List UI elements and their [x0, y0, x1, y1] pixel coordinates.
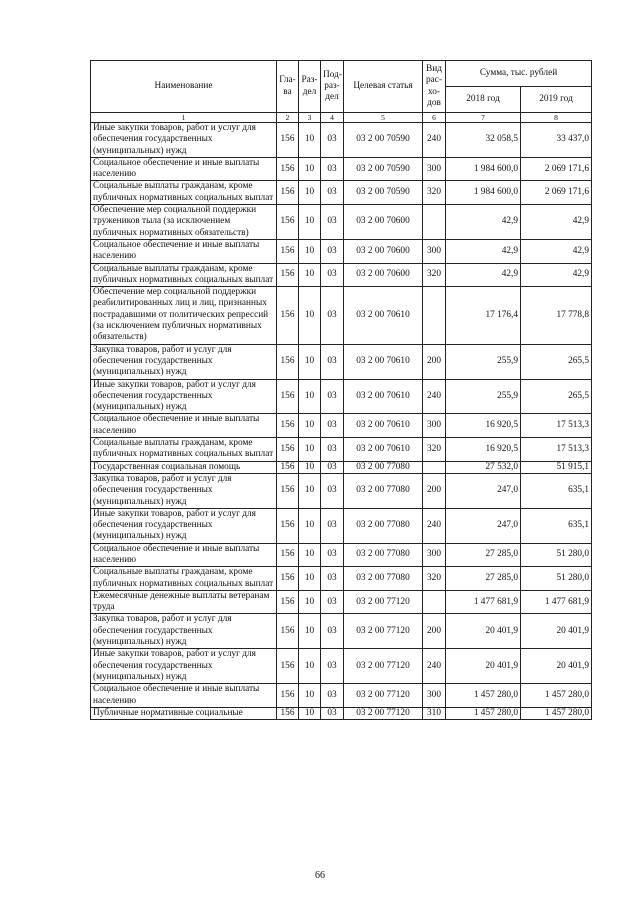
- cell-vid: 240: [423, 649, 446, 684]
- cell-y2019: 51 280,0: [521, 543, 592, 567]
- cell-name: Иные закупки товаров, работ и услуг для обеспечения государственных (муниципальных) нужд: [91, 379, 277, 414]
- cell-vid: [423, 205, 446, 240]
- cell-glava: 156: [277, 181, 299, 205]
- table-row: [91, 543, 592, 567]
- cell-target: 03 2 00 70590: [344, 181, 423, 205]
- cell-y2019: 1 457 280,0: [521, 684, 592, 708]
- cell-glava: 156: [277, 473, 299, 508]
- cell-y2018: 1 984 600,0: [446, 157, 521, 181]
- cell-y2019: 635,1: [521, 473, 592, 508]
- header-2018: 2018 год: [446, 87, 521, 113]
- cell-y2018: 42,9: [446, 205, 521, 240]
- cell-vid: 300: [423, 543, 446, 567]
- cell-glava: 156: [277, 263, 299, 287]
- cell-y2019: 20 401,9: [521, 614, 592, 649]
- table-row: [91, 379, 592, 414]
- cell-vid: 300: [423, 414, 446, 438]
- cell-razdel: 10: [299, 649, 321, 684]
- cell-y2019: 51 915,1: [521, 461, 592, 473]
- cell-target: 03 2 00 77120: [344, 649, 423, 684]
- cell-glava: 156: [277, 379, 299, 414]
- cell-target: 03 2 00 70610: [344, 287, 423, 344]
- table-row: [91, 707, 592, 719]
- cell-y2018: 42,9: [446, 263, 521, 287]
- cell-name: Иные закупки товаров, работ и услуг для обеспечения государственных (муниципальных) нужд: [91, 123, 277, 158]
- cell-y2018: 247,0: [446, 473, 521, 508]
- cell-vid: 320: [423, 567, 446, 591]
- cell-razdel: 10: [299, 263, 321, 287]
- cell-y2018: 1 477 681,9: [446, 590, 521, 614]
- cell-podrazdel: 03: [321, 344, 344, 379]
- cell-target: 03 2 00 77120: [344, 684, 423, 708]
- cell-podrazdel: 03: [321, 205, 344, 240]
- cell-name: Социальные выплаты гражданам, кроме публичных нормативных социальных выплат: [91, 181, 277, 205]
- header-vid: Вид рас-хо-дов: [423, 61, 446, 113]
- table-row: [91, 567, 592, 591]
- cell-glava: 156: [277, 205, 299, 240]
- cell-razdel: 10: [299, 123, 321, 158]
- cell-y2019: 2 069 171,6: [521, 157, 592, 181]
- cell-podrazdel: 03: [321, 590, 344, 614]
- header-razdel: Раз-дел: [299, 61, 321, 113]
- cell-vid: 320: [423, 438, 446, 462]
- budget-table: [90, 60, 592, 720]
- cell-glava: 156: [277, 123, 299, 158]
- cell-podrazdel: 03: [321, 614, 344, 649]
- cell-razdel: 10: [299, 205, 321, 240]
- cell-y2018: 20 401,9: [446, 614, 521, 649]
- cell-vid: 300: [423, 157, 446, 181]
- cell-razdel: 10: [299, 157, 321, 181]
- cell-podrazdel: 03: [321, 157, 344, 181]
- cell-target: 03 2 00 70610: [344, 414, 423, 438]
- column-number: 4: [321, 113, 344, 123]
- cell-podrazdel: 03: [321, 263, 344, 287]
- cell-target: 03 2 00 70600: [344, 239, 423, 263]
- cell-target: 03 2 00 77120: [344, 707, 423, 719]
- cell-name: Ежемесячные денежные выплаты ветеранам труда: [91, 590, 277, 614]
- cell-podrazdel: 03: [321, 508, 344, 543]
- cell-y2019: 635,1: [521, 508, 592, 543]
- cell-podrazdel: 03: [321, 543, 344, 567]
- cell-name: Социальное обеспечение и иные выплаты населению: [91, 543, 277, 567]
- cell-vid: 240: [423, 379, 446, 414]
- cell-name: Обеспечение мер социальной поддержки тружеников тыла (за исключением публичных нормативных обязательств): [91, 205, 277, 240]
- cell-vid: 240: [423, 508, 446, 543]
- table-row: [91, 590, 592, 614]
- cell-vid: 310: [423, 707, 446, 719]
- cell-target: 03 2 00 70610: [344, 379, 423, 414]
- header-podrazdel: Под-раз-дел: [321, 61, 344, 113]
- cell-glava: 156: [277, 567, 299, 591]
- cell-glava: 156: [277, 287, 299, 344]
- table-row: [91, 508, 592, 543]
- cell-y2018: 27 532,0: [446, 461, 521, 473]
- column-number: 6: [423, 113, 446, 123]
- cell-podrazdel: 03: [321, 414, 344, 438]
- table-row: [91, 473, 592, 508]
- cell-name: Закупка товаров, работ и услуг для обеспечения государственных (муниципальных) нужд: [91, 473, 277, 508]
- cell-glava: 156: [277, 438, 299, 462]
- cell-razdel: 10: [299, 181, 321, 205]
- table-row: [91, 614, 592, 649]
- cell-name: Социальное обеспечение и иные выплаты населению: [91, 414, 277, 438]
- cell-glava: 156: [277, 157, 299, 181]
- cell-y2018: 1 457 280,0: [446, 707, 521, 719]
- cell-y2019: 20 401,9: [521, 649, 592, 684]
- cell-vid: 300: [423, 684, 446, 708]
- cell-razdel: 10: [299, 684, 321, 708]
- column-number: 8: [521, 113, 592, 123]
- cell-name: Социальные выплаты гражданам, кроме публичных нормативных социальных выплат: [91, 263, 277, 287]
- cell-name: Иные закупки товаров, работ и услуг для обеспечения государственных (муниципальных) нужд: [91, 508, 277, 543]
- cell-razdel: 10: [299, 344, 321, 379]
- cell-glava: 156: [277, 239, 299, 263]
- cell-vid: [423, 287, 446, 344]
- table-row: [91, 239, 592, 263]
- cell-y2019: 17 513,3: [521, 438, 592, 462]
- cell-target: 03 2 00 77080: [344, 567, 423, 591]
- header-2019: 2019 год: [521, 87, 592, 113]
- cell-y2019: 265,5: [521, 379, 592, 414]
- header-target: Целевая статья: [344, 61, 423, 113]
- cell-y2018: 255,9: [446, 344, 521, 379]
- table-row: [91, 157, 592, 181]
- table-row: [91, 461, 592, 473]
- cell-target: 03 2 00 70590: [344, 157, 423, 181]
- column-number-row: [91, 113, 592, 123]
- cell-vid: [423, 590, 446, 614]
- cell-target: 03 2 00 70600: [344, 263, 423, 287]
- cell-y2018: 27 285,0: [446, 543, 521, 567]
- cell-target: 03 2 00 70600: [344, 205, 423, 240]
- table-row: [91, 649, 592, 684]
- cell-razdel: 10: [299, 414, 321, 438]
- cell-y2018: 42,9: [446, 239, 521, 263]
- cell-glava: 156: [277, 590, 299, 614]
- cell-y2019: 265,5: [521, 344, 592, 379]
- cell-target: 03 2 00 77080: [344, 543, 423, 567]
- table-row: [91, 263, 592, 287]
- cell-podrazdel: 03: [321, 684, 344, 708]
- cell-glava: 156: [277, 414, 299, 438]
- cell-podrazdel: 03: [321, 461, 344, 473]
- cell-razdel: 10: [299, 438, 321, 462]
- cell-razdel: 10: [299, 239, 321, 263]
- cell-y2019: 1 477 681,9: [521, 590, 592, 614]
- cell-vid: 240: [423, 123, 446, 158]
- cell-name: Государственная социальная помощь: [91, 461, 277, 473]
- cell-y2019: 2 069 171,6: [521, 181, 592, 205]
- cell-y2019: 42,9: [521, 205, 592, 240]
- column-number: 5: [344, 113, 423, 123]
- cell-target: 03 2 00 70610: [344, 438, 423, 462]
- cell-razdel: 10: [299, 287, 321, 344]
- cell-razdel: 10: [299, 707, 321, 719]
- table-row: [91, 414, 592, 438]
- cell-glava: 156: [277, 684, 299, 708]
- cell-podrazdel: 03: [321, 239, 344, 263]
- cell-podrazdel: 03: [321, 181, 344, 205]
- cell-target: 03 2 00 77120: [344, 590, 423, 614]
- cell-razdel: 10: [299, 379, 321, 414]
- cell-podrazdel: 03: [321, 287, 344, 344]
- table-row: [91, 123, 592, 158]
- column-number: 2: [277, 113, 299, 123]
- cell-glava: 156: [277, 649, 299, 684]
- cell-y2019: 33 437,0: [521, 123, 592, 158]
- table-row: [91, 287, 592, 344]
- cell-y2018: 255,9: [446, 379, 521, 414]
- cell-vid: 200: [423, 344, 446, 379]
- cell-y2018: 1 984 600,0: [446, 181, 521, 205]
- cell-razdel: 10: [299, 508, 321, 543]
- table-row: [91, 438, 592, 462]
- cell-name: Закупка товаров, работ и услуг для обеспечения государственных (муниципальных) нужд: [91, 614, 277, 649]
- cell-y2018: 27 285,0: [446, 567, 521, 591]
- table-row: [91, 344, 592, 379]
- column-number: 7: [446, 113, 521, 123]
- header-sum: Сумма, тыс. рублей: [446, 61, 592, 87]
- cell-glava: 156: [277, 344, 299, 379]
- cell-podrazdel: 03: [321, 649, 344, 684]
- cell-target: 03 2 00 77080: [344, 508, 423, 543]
- cell-vid: 200: [423, 614, 446, 649]
- cell-y2019: 51 280,0: [521, 567, 592, 591]
- cell-target: 03 2 00 77080: [344, 461, 423, 473]
- cell-name: Иные закупки товаров, работ и услуг для обеспечения государственных (муниципальных) нужд: [91, 649, 277, 684]
- cell-y2018: 16 920,5: [446, 438, 521, 462]
- cell-y2018: 20 401,9: [446, 649, 521, 684]
- cell-glava: 156: [277, 707, 299, 719]
- cell-glava: 156: [277, 508, 299, 543]
- cell-name: Социальные выплаты гражданам, кроме публичных нормативных социальных выплат: [91, 438, 277, 462]
- cell-name: Социальное обеспечение и иные выплаты населению: [91, 157, 277, 181]
- cell-y2018: 247,0: [446, 508, 521, 543]
- cell-vid: 300: [423, 239, 446, 263]
- cell-y2018: 16 920,5: [446, 414, 521, 438]
- cell-glava: 156: [277, 461, 299, 473]
- cell-y2019: 17 778,8: [521, 287, 592, 344]
- cell-y2018: 32 058,5: [446, 123, 521, 158]
- cell-glava: 156: [277, 614, 299, 649]
- header-name: Наименование: [91, 61, 277, 113]
- cell-name: Социальное обеспечение и иные выплаты населению: [91, 684, 277, 708]
- header-glava: Гла-ва: [277, 61, 299, 113]
- cell-podrazdel: 03: [321, 707, 344, 719]
- cell-target: 03 2 00 70590: [344, 123, 423, 158]
- cell-target: 03 2 00 70610: [344, 344, 423, 379]
- cell-name: Социальное обеспечение и иные выплаты населению: [91, 239, 277, 263]
- page-number: 66: [315, 870, 325, 881]
- cell-name: Закупка товаров, работ и услуг для обеспечения государственных (муниципальных) нужд: [91, 344, 277, 379]
- cell-razdel: 10: [299, 543, 321, 567]
- cell-y2018: 1 457 280,0: [446, 684, 521, 708]
- table-row: [91, 684, 592, 708]
- cell-podrazdel: 03: [321, 473, 344, 508]
- cell-y2019: 17 513,3: [521, 414, 592, 438]
- cell-y2019: 1 457 280,0: [521, 707, 592, 719]
- cell-name: Обеспечение мер социальной поддержки реабилитированных лиц и лиц, признанных пострадавшими от политических репрессий (за исключением публичных нормативных обязательств): [91, 287, 277, 344]
- cell-y2018: 17 176,4: [446, 287, 521, 344]
- cell-razdel: 10: [299, 567, 321, 591]
- cell-vid: 200: [423, 473, 446, 508]
- cell-podrazdel: 03: [321, 567, 344, 591]
- cell-y2019: 42,9: [521, 239, 592, 263]
- column-number: 1: [91, 113, 277, 123]
- cell-y2019: 42,9: [521, 263, 592, 287]
- table-row: [91, 181, 592, 205]
- cell-razdel: 10: [299, 473, 321, 508]
- cell-podrazdel: 03: [321, 438, 344, 462]
- cell-target: 03 2 00 77120: [344, 614, 423, 649]
- table-row: [91, 205, 592, 240]
- cell-name: Социальные выплаты гражданам, кроме публичных нормативных социальных выплат: [91, 567, 277, 591]
- cell-podrazdel: 03: [321, 123, 344, 158]
- cell-vid: [423, 461, 446, 473]
- cell-podrazdel: 03: [321, 379, 344, 414]
- cell-target: 03 2 00 77080: [344, 473, 423, 508]
- cell-vid: 320: [423, 263, 446, 287]
- cell-glava: 156: [277, 543, 299, 567]
- cell-name: Публичные нормативные социальные: [91, 707, 277, 719]
- cell-razdel: 10: [299, 461, 321, 473]
- cell-razdel: 10: [299, 590, 321, 614]
- cell-razdel: 10: [299, 614, 321, 649]
- cell-vid: 320: [423, 181, 446, 205]
- column-number: 3: [299, 113, 321, 123]
